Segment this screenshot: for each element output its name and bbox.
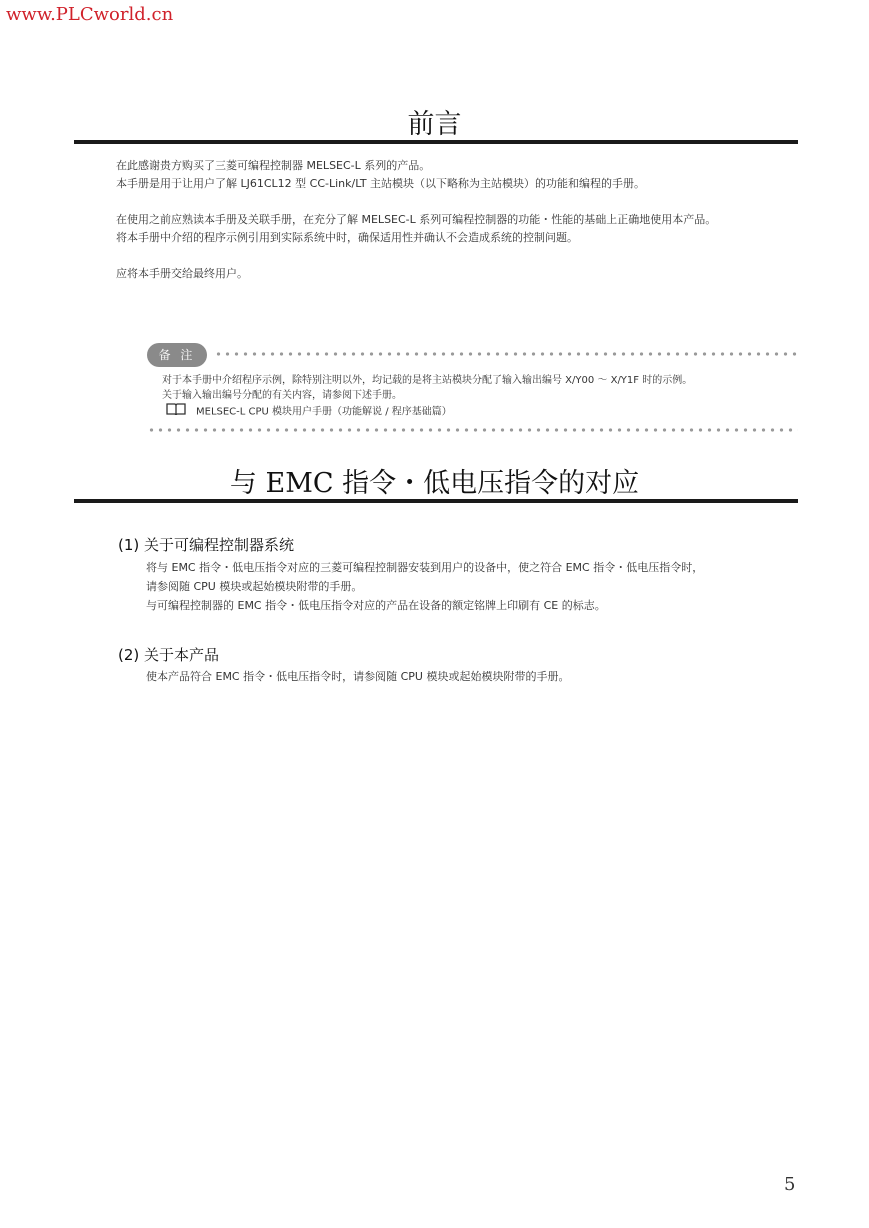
section1-body: [146, 558, 796, 615]
preface-rule: [74, 140, 798, 144]
section1-heading: (1) 关于可编程控制器系统: [118, 536, 295, 554]
preface-paragraph: 在此感谢贵方购买了三菱可编程控制器 MELSEC-L 系列的产品。: [116, 159, 431, 172]
preface-paragraph: 在使用之前应熟读本手册及关联手册，在充分了解 MELSEC-L 系列可编程控制器的功能・性能的基础上正确地使用本产品。: [116, 213, 717, 226]
section2-body: [146, 667, 796, 686]
watermark-link[interactable]: www.PLCworld.cn: [6, 4, 174, 25]
section1-line: 与可编程控制器的 EMC 指令・低电压指令对应的产品在设备的额定铭牌上印刷有 CE 的标志。: [146, 599, 606, 612]
emc-title: 与 EMC 指令・低电压指令的对应: [229, 468, 640, 499]
note-line: 关于输入输出编号分配的有关内容，请参阅下述手册。: [162, 390, 402, 401]
preface-body: [116, 157, 806, 283]
preface-paragraph: 将本手册中介绍的程序示例引用到实际系统中时，确保适用性并确认不会造成系统的控制问题。: [116, 231, 578, 244]
book-icon: [166, 403, 186, 420]
page-number: 5: [784, 1174, 796, 1195]
emc-rule: [74, 499, 798, 503]
preface-paragraph: 本手册是用于让用户了解 LJ61CL12 型 CC-Link/LT 主站模块（以下略称为主站模块）的功能和编程的手册。: [116, 177, 646, 190]
preface-title: 前言: [407, 109, 462, 140]
note-line: 对于本手册中介绍程序示例，除特别注明以外，均记载的是将主站模块分配了输入输出编号 X/Y00 ～ X/Y1F 时的示例。: [162, 375, 693, 386]
note-top-dotted-line: [214, 352, 798, 356]
note-bottom-dotted-line: [147, 428, 798, 432]
section1-line: 将与 EMC 指令・低电压指令对应的三菱可编程控制器安装到用户的设备中，使之符合 EMC 指令・低电压指令时，: [146, 561, 704, 574]
section2-line: 使本产品符合 EMC 指令・低电压指令时，请参阅随 CPU 模块或起始模块附带的手册。: [146, 670, 570, 683]
note-badge: 备 注: [147, 343, 207, 367]
note-text: [162, 373, 802, 420]
note-reference-text: MELSEC-L CPU 模块用户手册（功能解说 / 程序基础篇）: [196, 406, 452, 418]
section2-heading: (2) 关于本产品: [118, 646, 220, 664]
preface-paragraph: 应将本手册交给最终用户。: [116, 267, 248, 280]
note-reference: [162, 403, 802, 420]
section1-line: 请参阅随 CPU 模块或起始模块附带的手册。: [146, 580, 363, 593]
